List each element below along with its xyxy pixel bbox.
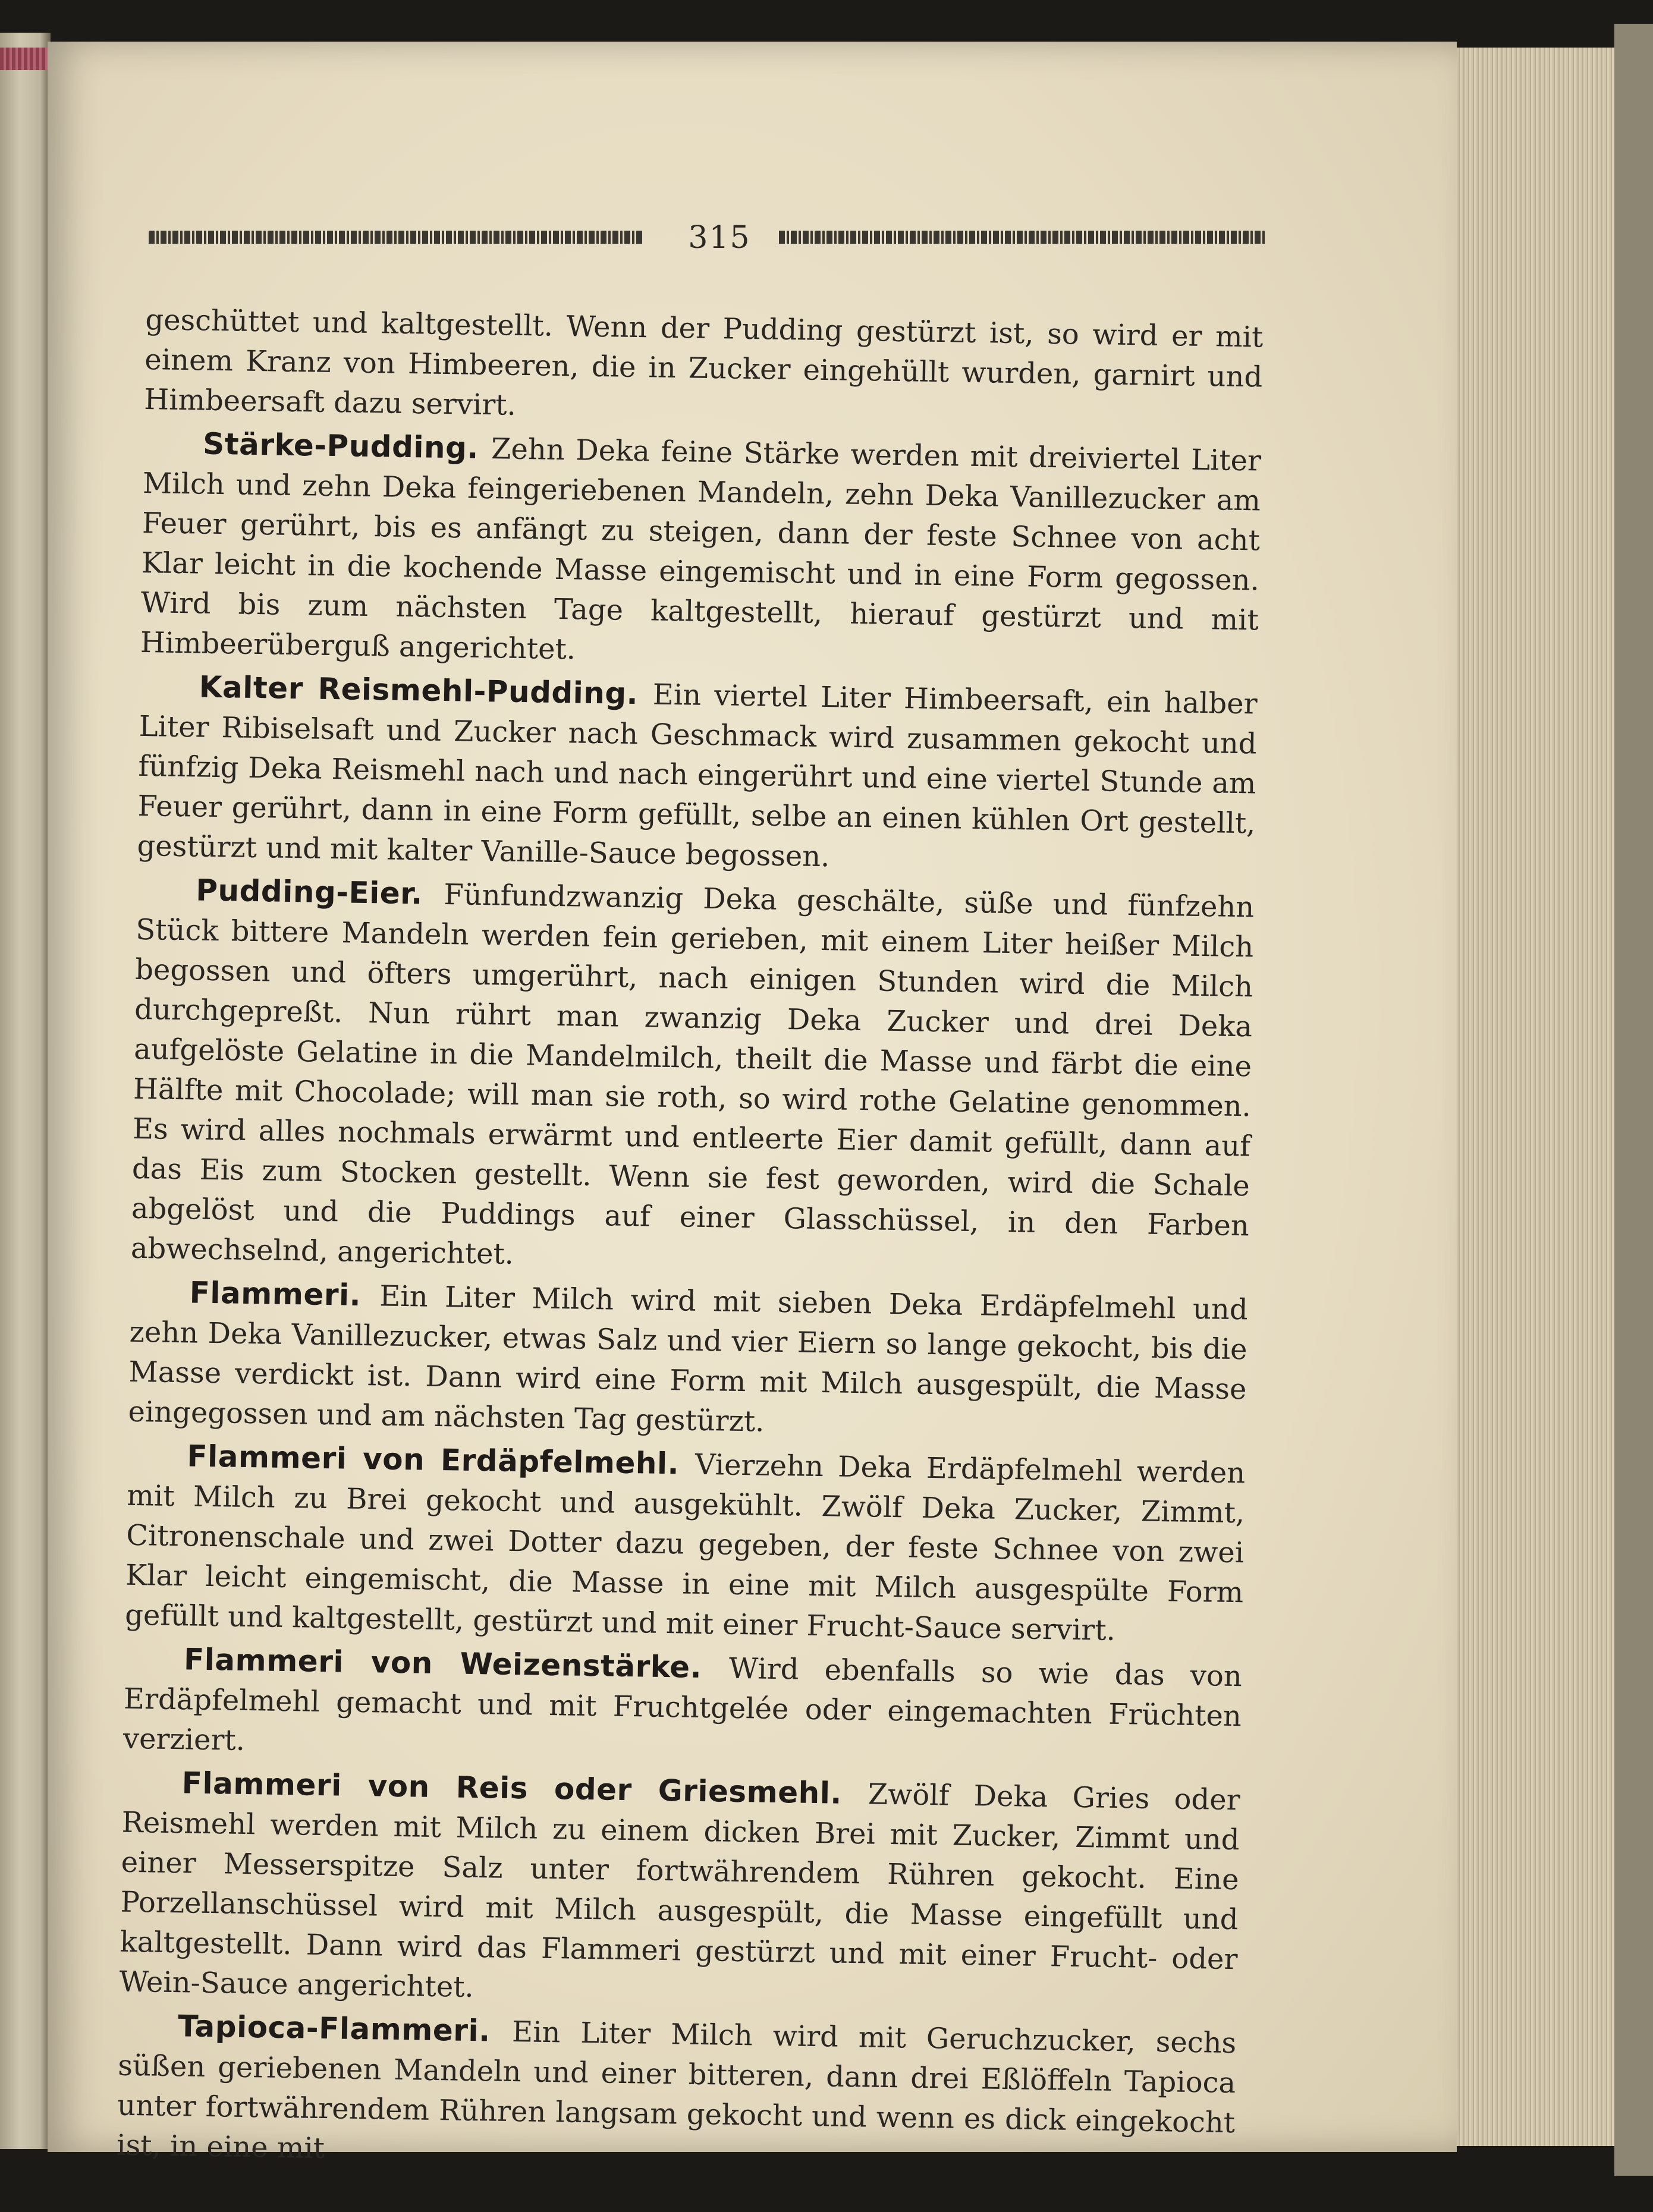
page-body [117, 300, 1264, 2186]
recipe-paragraph [130, 870, 1254, 1286]
recipe-text: Vierzehn Deka Erdäpfelmehl werden mit Milch zu Brei gekocht und ausgekühlt. Zwölf Deka Zucker, Zimmt, Citronenschale und zwei Dotter dazu gegeben, der feste Schnee von zwei Klar leicht eingemischt, die Masse in eine mit Milch ausgespülte Form gefüllt und kaltgestellt, gestürzt und mit einer Frucht-Sauce servirt. [124, 1448, 1246, 1647]
recipe-title: Stärke-Pudding. [202, 426, 479, 465]
recipe-text: Zehn Deka feine Stärke werden mit dreiviertel Liter Milch und zehn Deka feingeriebenen Mandeln, zehn Deka Vanillezucker am Feuer gerührt, bis es anfängt zu steigen, dann der feste Schnee von acht Klar leicht in die kochende Masse eingemischt und in eine Form gegossen. Wird bis zum nächsten Tage kaltgestellt, hierauf gestürzt und mit Himbeerüberguß angerichtet. [140, 432, 1262, 666]
recipe-text: Ein viertel Liter Himbeersaft, ein halber Liter Ribiselsaft und Zucker nach Geschmack wird zusammen gekocht und fünfzig Deka Reismehl nach und nach eingerührt und eine viertel Stunde am Feuer gerührt, dann in eine Form gefüllt, selbe an einen kühlen Ort gestellt, gestürzt und mit kalter Vanille-Sauce begossen. [137, 678, 1258, 874]
left-page-edge [0, 33, 51, 2149]
recipe-title: Flammeri von Erdäpfelmehl. [187, 1439, 680, 1481]
recipe-paragraph [128, 1272, 1248, 1449]
recipe-title: Pudding-Eier. [195, 873, 423, 911]
recipe-text: Ein Liter Milch wird mit sieben Deka Erdäpfelmehl und zehn Deka Vanillezucker, etwas Salz und vier Eiern so lange gekocht, bis die Masse verdickt ist. Dann wird eine Form mit Milch ausgespült, die Masse eingegossen und am nächsten Tag gestürzt. [128, 1279, 1248, 1439]
recipe-paragraph [122, 1639, 1242, 1777]
recipe-paragraph [140, 423, 1261, 680]
header-ornament-right [779, 231, 1267, 244]
recipe-text: Fünfundzwanzig Deka geschälte, süße und fünfzehn Stück bittere Mandeln werden fein gerieben, mit einem Liter heißer Milch begossen und öfters umgerührt, nach einigen Stunden wird die Milch durchgepreßt. Nun rührt man zwanzig Deka Zucker und drei Deka aufgelöste Gelatine in die Mandelmilch, theilt die Masse und färbt die eine Hälfte mit Chocolade; will man sie roth, so wird rothe Gelatine genommen. Es wird alles nochmals erwärmt und entleerte Eier damit gefüllt, dann auf das Eis zum Stocken gestellt. Wenn sie fest geworden, wird die Schale abgelöst und die Puddings auf einer Glasschüssel, in den Farben abwechselnd, angerichtet. [130, 878, 1255, 1271]
recipe-paragraph [117, 2006, 1237, 2183]
page-stack-edge [1457, 48, 1617, 2146]
header-ornament-left [149, 231, 642, 244]
recipe-paragraph [119, 1763, 1240, 2019]
recipe-paragraph [137, 666, 1258, 883]
recipe-title: Flammeri von Reis oder Griesmehl. [181, 1766, 843, 1811]
recipe-title: Flammeri. [189, 1275, 362, 1313]
page-number: 315 [688, 220, 751, 256]
book-cover-edge [1614, 24, 1653, 2176]
recipe-text: Zwölf Deka Gries oder Reismehl werden mit Milch zu einem dicken Brei mit Zucker, Zimmt und einer Messerspitze Salz unter fortwährendem Rühren gekocht. Eine Porzellanschüssel wird mit Milch ausgespült, die Masse eingefüllt und kaltgestellt. Dann wird das Flammeri gestürzt und mit einer Frucht- oder Wein-Sauce angerichtet. [119, 1777, 1241, 2005]
page-header [149, 220, 1267, 256]
paragraph [144, 300, 1264, 438]
recipe-text: Ein Liter Milch wird mit Geruchzucker, sechs süßen geriebenen Mandeln und einer bitteren, dann drei Eßlöffeln Tapioca unter fortwährendem Rühren langsam gekocht und wenn es dick eingekocht ist, in eine mit [116, 2015, 1237, 2166]
recipe-title: Kalter Reismehl-Pudding. [199, 669, 639, 712]
recipe-title: Flammeri von Weizenstärke. [183, 1642, 702, 1685]
recipe-text: Wird ebenfalls so wie das von Erdäpfelmehl gemacht und mit Fruchtgelée oder eingemachten Früchten verziert. [122, 1651, 1243, 1757]
paragraph-text: geschüttet und kaltgestellt. Wenn der Pudding gestürzt ist, so wird er mit einem Kranz von Himbeeren, die in Zucker eingehüllt wurden, garnirt und Himbeersaft dazu servirt. [143, 303, 1264, 422]
recipe-title: Tapioca-Flammeri. [177, 2009, 491, 2049]
recipe-paragraph [125, 1436, 1246, 1653]
